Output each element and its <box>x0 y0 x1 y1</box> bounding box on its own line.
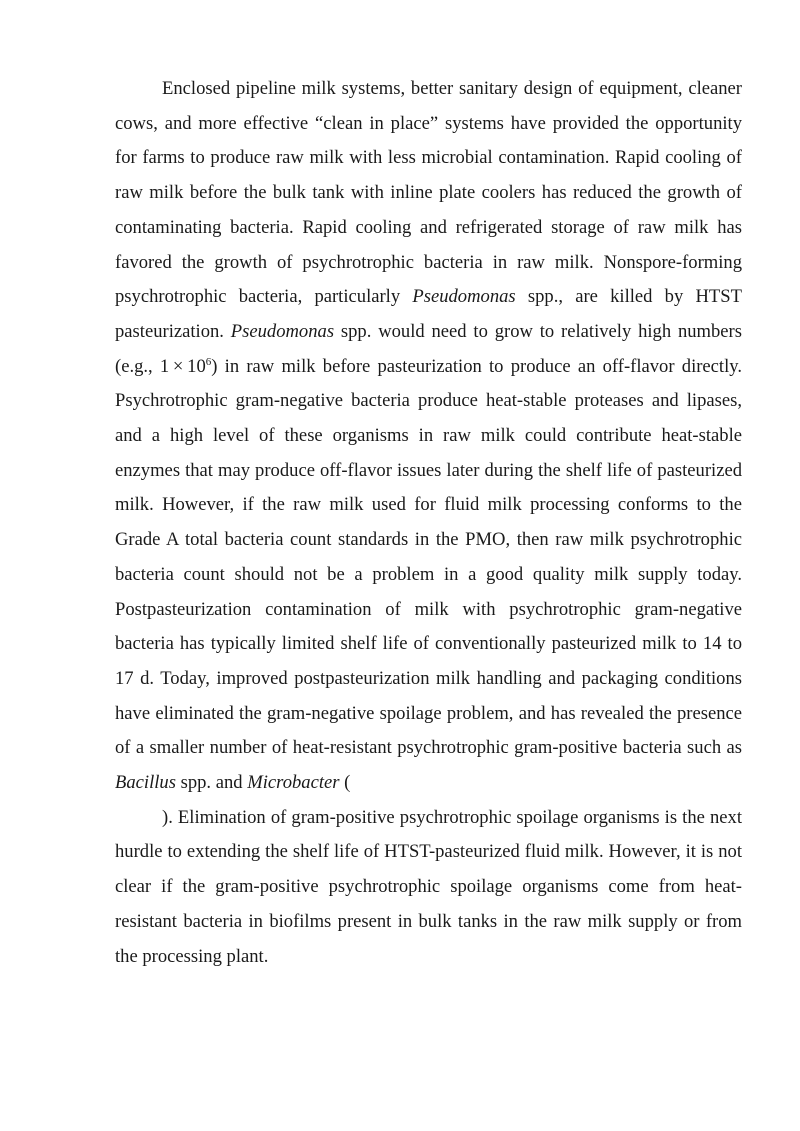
paragraph-2-text: ). Elimination of gram-positive psychrotrophic spoilage organisms is the next hurdle to extending the shelf life of HTST-pasteurized fluid milk. However, it is not clear if the gram-positive psychrotrophic spoilage organisms come from heat-resistant bacteria in biofilms present in bulk tanks in the raw milk supply or from the processing plant. <box>115 806 742 967</box>
exponent: 6 <box>205 355 212 368</box>
paragraph-1-text-b: spp., are killed by HTST pasteurization. <box>115 286 742 342</box>
genus-pseudomonas-1: Pseudomonas <box>412 286 516 308</box>
paragraph-1-text-d: ) in raw milk before pasteurization to produce an off-flavor directly. Psychrotrophic gram-negative bacteria produce heat-stable proteases and lipases, and a high level of these organisms in raw milk could contribute heat-stable enzymes that may produce off-flavor issues later during the shelf life of pasteurized milk. However, if the raw milk used for fluid milk processing conforms to the Grade A total bacteria count standards in the PMO, then raw milk psychrotrophic bacteria count should not be a problem in a good quality milk supply today. Postpasteurization contamination of milk with psychrotrophic gram-negative bacteria has typically limited shelf life of conventionally pasteurized milk to 14 to 17 d. Today, improved postpasteurization milk handling and packaging conditions have eliminated the gram-negative spoilage problem, and has revealed the presence of a smaller number of heat-resistant psychrotrophic gram-positive bacteria such as <box>115 355 742 759</box>
paragraph-1 <box>115 72 742 801</box>
paragraph-2 <box>115 801 742 975</box>
paragraph-1-text-c: spp. would need to grow to relatively high numbers (e.g., 1 × 10 <box>115 320 742 377</box>
paragraph-1-text-f: ( <box>339 772 351 794</box>
genus-bacillus: Bacillus <box>115 772 176 794</box>
paragraph-1-text-a: Enclosed pipeline milk systems, better sanitary design of equipment, cleaner cows, and more effective “clean in place” systems have provided the opportunity for farms to produce raw milk with less microbial contamination. Rapid cooling of raw milk before the bulk tank with inline plate coolers has reduced the growth of contaminating bacteria. Rapid cooling and refrigerated storage of raw milk has favored the growth of psychrotrophic bacteria in raw milk. Nonspore-forming psychrotrophic bacteria, particularly <box>115 78 742 308</box>
paragraph-1-text-e: spp. and <box>175 772 248 794</box>
genus-microbacter: Microbacter <box>247 772 340 794</box>
genus-pseudomonas-2: Pseudomonas <box>230 320 335 342</box>
document-page <box>115 72 742 974</box>
